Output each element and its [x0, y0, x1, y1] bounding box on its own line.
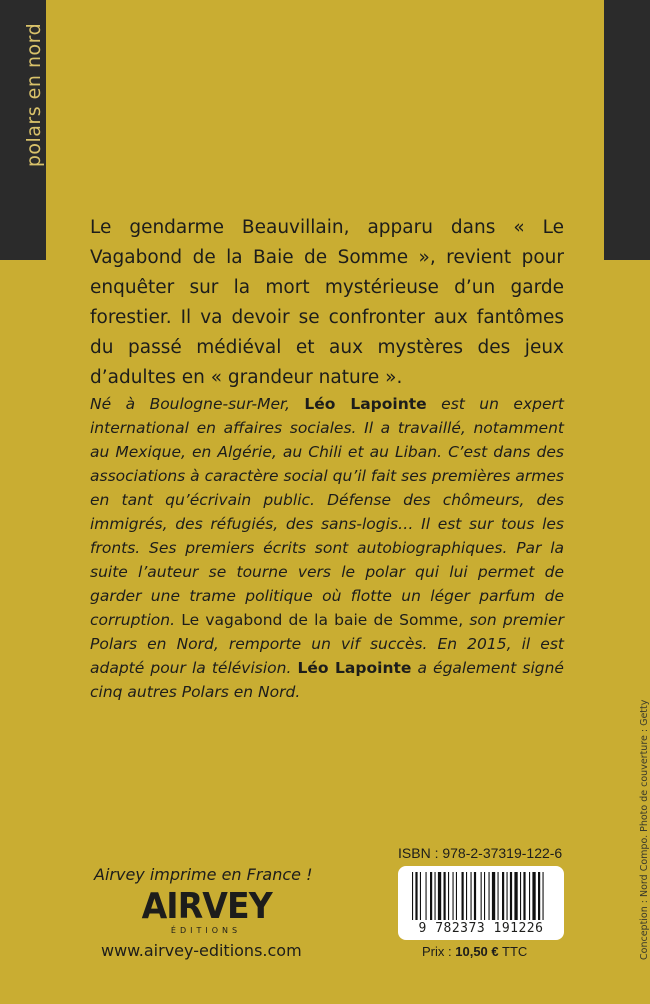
spine-tab: [0, 0, 46, 260]
author-name-2: Léo Lapointe: [297, 659, 412, 677]
barcode-bar: [471, 872, 472, 920]
imprint-note: Airvey imprime en France !: [94, 865, 313, 884]
cover-credits: Conception : Nord Compo. Photo de couverture : Getty: [639, 699, 650, 960]
barcode-bar: [462, 872, 464, 920]
book-title: Le vagabond de la baie de Somme,: [181, 611, 464, 629]
publisher-logo: [136, 888, 276, 936]
barcode-bar: [484, 872, 485, 920]
barcode-bar: [502, 872, 504, 920]
barcode-bar: [444, 872, 446, 920]
bio-part-3: son premier Polars en Nord, remporte un vif succès. En 2015, il est adapté pour la télévision.: [90, 611, 564, 677]
series-label: polars en nord: [23, 22, 45, 168]
barcode: [398, 866, 564, 940]
barcode-bar: [543, 872, 544, 920]
barcode-bars: [398, 866, 564, 926]
barcode-bar: [532, 872, 535, 920]
barcode-bar: [466, 872, 467, 920]
price: [422, 944, 527, 959]
barcode-bar: [453, 872, 454, 920]
bio-part-1: Né à Boulogne-sur-Mer,: [90, 395, 290, 413]
barcode-bar: [474, 872, 476, 920]
barcode-bar: [492, 872, 495, 920]
barcode-bar: [412, 872, 413, 920]
barcode-bar: [481, 872, 482, 920]
barcode-bar: [448, 872, 449, 920]
right-tab: [604, 0, 650, 260]
price-value: 10,50 €: [455, 944, 499, 959]
barcode-bar: [489, 872, 490, 920]
bio-part-2: est un expert international en affaires sociales. Il a travaillé, notamment au Mexique, en Algérie, au Chili et au Liban. C’est dans des associations à caractère social qu’il fait ses premières armes en tant qu’écrivain public. Défense des chômeurs, des immigrés, des réfugiés, des sans-logis… Il est sur tous les fronts. Ses premiers écrits sont autobiographiques. Par la suite l’auteur se tourne vers le polar qui lui permet de garder une trame politique où flotte un léger parfum de corruption.: [90, 395, 564, 629]
barcode-digits: 9 782373 191226: [418, 921, 544, 936]
isbn-label: ISBN : 978-2-37319-122-6: [398, 845, 563, 861]
barcode-bar: [430, 872, 432, 920]
logo-main: AIRVEY: [141, 886, 272, 927]
barcode-bar: [420, 872, 421, 920]
barcode-bar: [498, 872, 499, 920]
logo-sub: ÉDITIONS: [170, 926, 242, 935]
barcode-bar: [507, 872, 508, 920]
barcode-bar: [520, 872, 521, 920]
author-bio: [90, 392, 564, 704]
barcode-bar: [514, 872, 517, 920]
barcode-bar: [456, 872, 457, 920]
barcode-bar: [523, 872, 525, 920]
price-prefix: Prix :: [422, 944, 452, 959]
author-name: Léo Lapointe: [304, 395, 427, 413]
barcode-bar: [438, 872, 441, 920]
barcode-bar: [510, 872, 512, 920]
barcode-bar: [529, 872, 530, 920]
bio-part-4: a également signé cinq autres Polars en Nord.: [90, 659, 564, 701]
barcode-bar: [426, 872, 427, 920]
barcode-bar: [415, 872, 417, 920]
summary-text: Le gendarme Beauvillain, apparu dans « Le Vagabond de la Baie de Somme », revient pour enquêter sur la mort mystérieuse d’un garde forestier. Il va devoir se confronter aux fantômes du passé médiéval et aux mystères des jeux d’adultes en « grandeur nature ».: [90, 217, 564, 388]
publisher-website: www.airvey-editions.com: [101, 941, 302, 960]
price-suffix: TTC: [502, 944, 528, 959]
barcode-bar: [538, 872, 540, 920]
barcode-bar: [435, 872, 436, 920]
